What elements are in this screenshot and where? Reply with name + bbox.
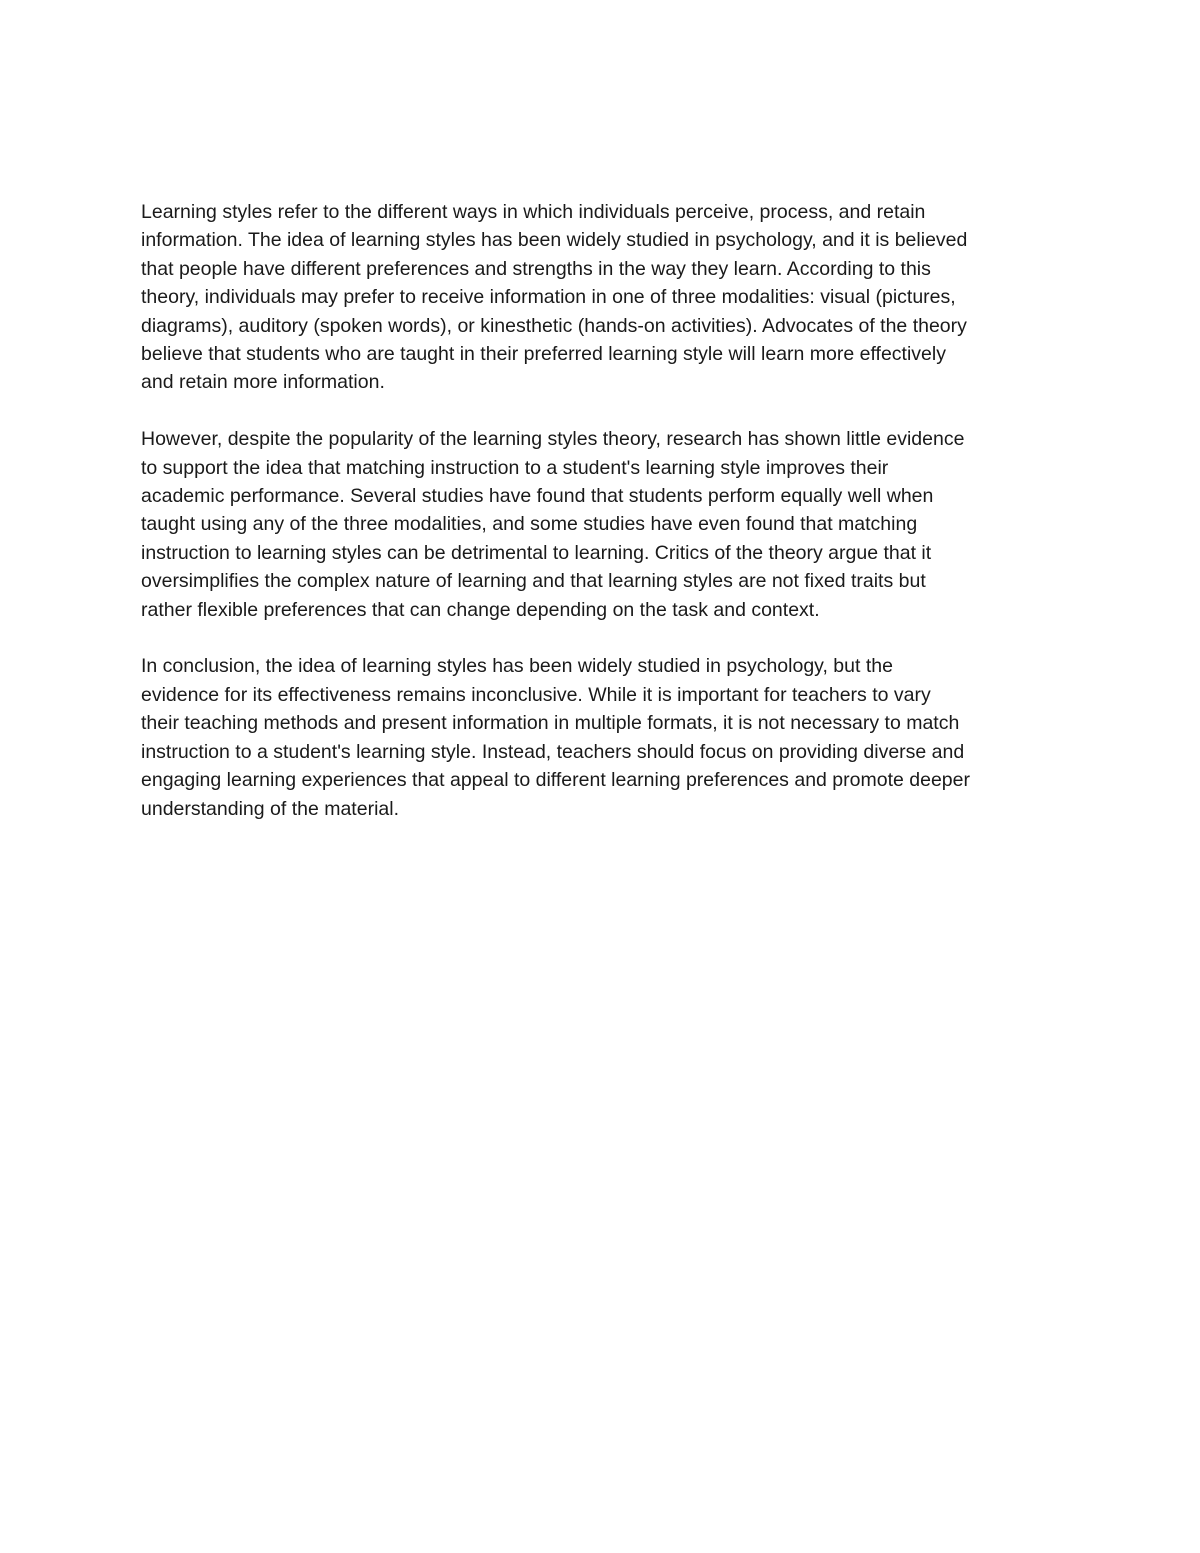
text-line: theory, individuals may prefer to receive information in one of three modalities: visual (pictures, bbox=[141, 286, 956, 309]
text-line: instruction to learning styles can be detrimental to learning. Critics of the theory argue that it bbox=[141, 541, 932, 564]
text-line: engaging learning experiences that appeal to different learning preferences and promote deeper bbox=[141, 769, 970, 792]
text-line: taught using any of the three modalities, and some studies have even found that matching bbox=[141, 513, 918, 536]
text-line: In conclusion, the idea of learning styles has been widely studied in psychology, but the bbox=[141, 655, 893, 678]
document-body bbox=[141, 198, 1066, 851]
text-line: information. The idea of learning styles has been widely studied in psychology, and it is believed bbox=[141, 229, 968, 252]
text-line: that people have different preferences and strengths in the way they learn. According to this bbox=[141, 257, 931, 280]
text-line: and retain more information. bbox=[141, 371, 385, 394]
text-line: oversimplifies the complex nature of learning and that learning styles are not fixed traits but bbox=[141, 570, 926, 593]
text-line: instruction to a student's learning style. Instead, teachers should focus on providing diverse and bbox=[141, 740, 965, 763]
text-line: rather flexible preferences that can change depending on the task and context. bbox=[141, 598, 820, 621]
text-line: understanding of the material. bbox=[141, 797, 399, 820]
paragraph-3 bbox=[141, 652, 1066, 822]
paragraph-2 bbox=[141, 425, 1066, 624]
text-line: evidence for its effectiveness remains inconclusive. While it is important for teachers to vary bbox=[141, 683, 931, 706]
text-line: believe that students who are taught in their preferred learning style will learn more effectively bbox=[141, 343, 946, 366]
text-line: Learning styles refer to the different ways in which individuals perceive, process, and retain bbox=[141, 201, 926, 223]
text-line: their teaching methods and present information in multiple formats, it is not necessary to match bbox=[141, 712, 960, 735]
text-line: diagrams), auditory (spoken words), or kinesthetic (hands-on activities). Advocates of the theory bbox=[141, 314, 967, 337]
paragraph-1 bbox=[141, 198, 1066, 397]
text-line: However, despite the popularity of the learning styles theory, research has shown little evidence bbox=[141, 428, 965, 451]
text-line: to support the idea that matching instruction to a student's learning style improves their bbox=[141, 456, 889, 479]
text-line: academic performance. Several studies have found that students perform equally well when bbox=[141, 485, 934, 508]
